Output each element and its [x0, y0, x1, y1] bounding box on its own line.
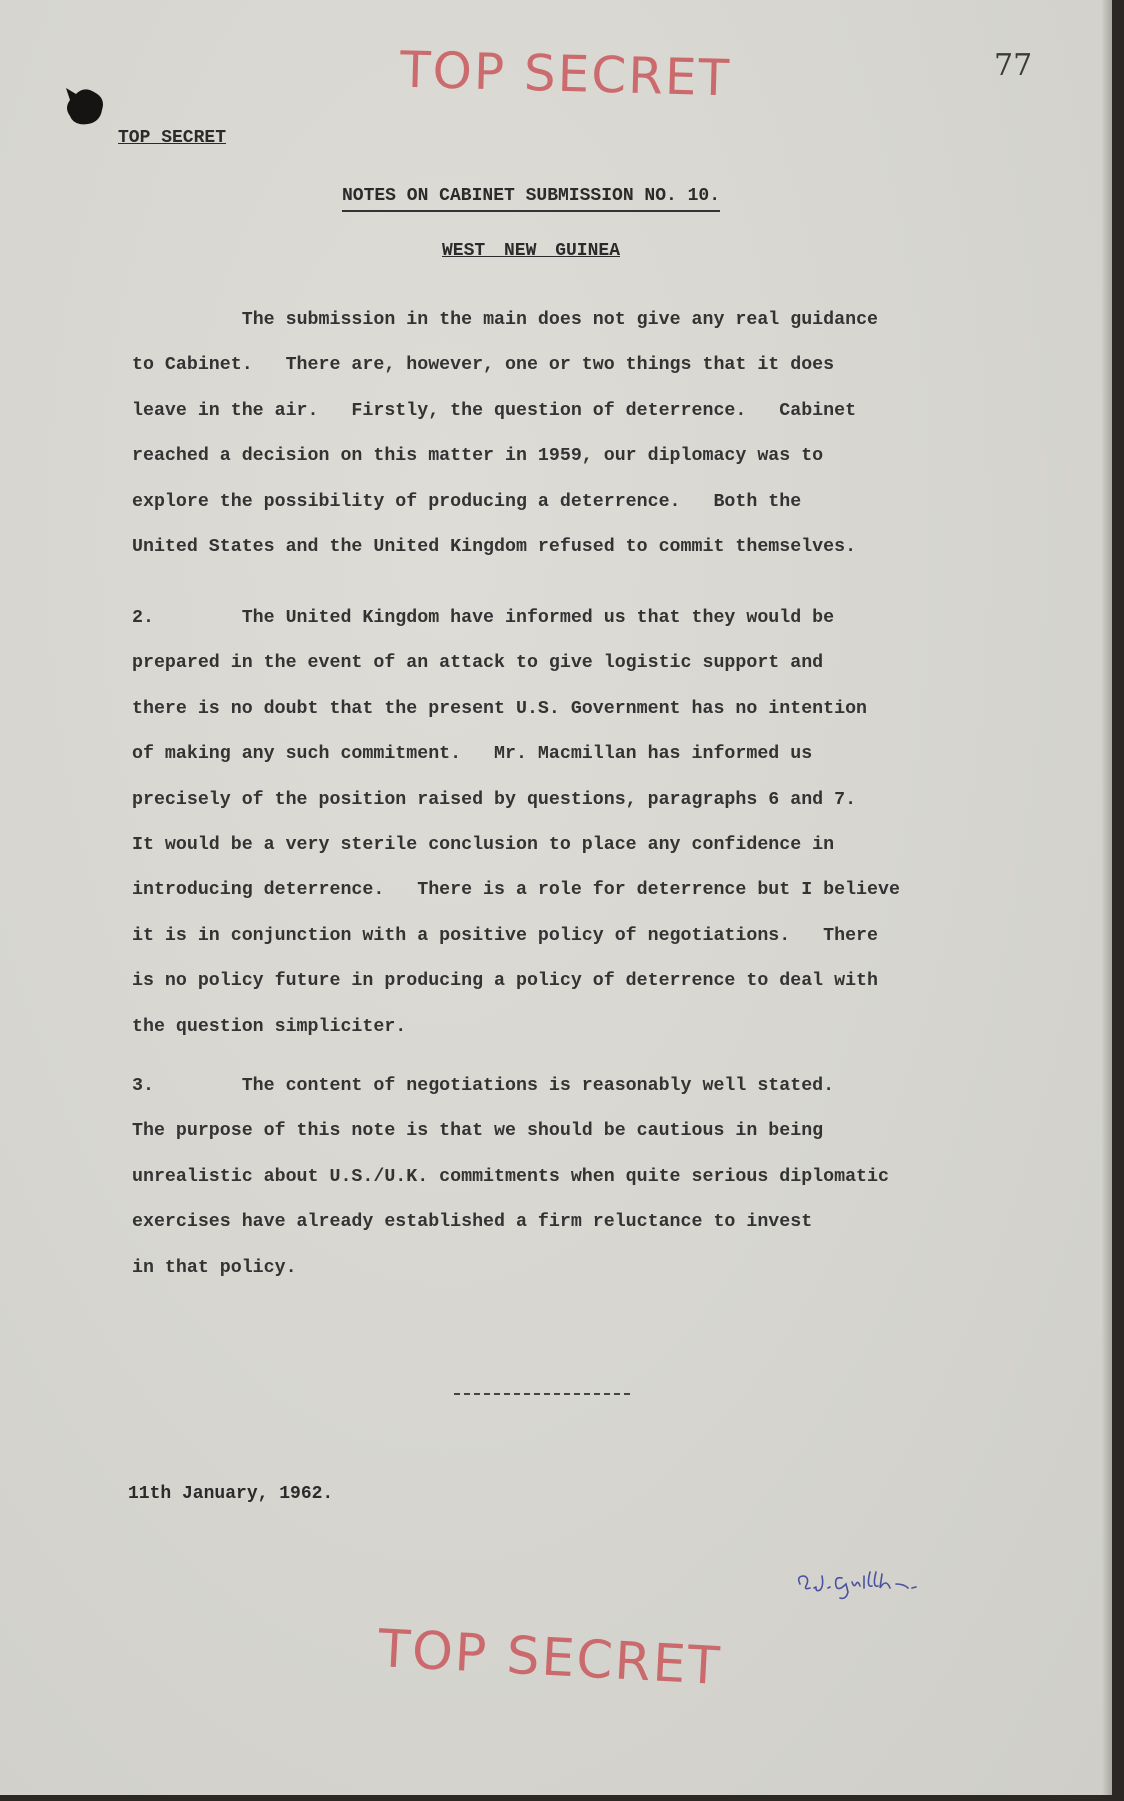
paragraph-3: 3. The content of negotiations is reasonably well stated. The purpose of this note is that we should be cautious in being unrealistic about U.S./U.K. commitments when quite serious diplomatic exercises have already established a firm reluctance to invest in that policy.	[132, 1076, 889, 1278]
document-subtitle	[0, 241, 1062, 261]
top-secret-stamp-bottom: TOP SECRET	[376, 1619, 723, 1697]
top-secret-stamp-top: TOP SECRET	[399, 40, 732, 108]
page-number: 77	[994, 48, 1033, 83]
document-date: 11th January, 1962.	[128, 1484, 334, 1504]
document-subtitle-text: WEST NEW GUINEA	[441, 241, 621, 261]
classification-label: TOP SECRET	[118, 128, 227, 148]
document-title-text: NOTES ON CABINET SUBMISSION NO. 10.	[342, 186, 720, 212]
document-title	[0, 186, 1062, 206]
page-edge-shadow	[1102, 0, 1112, 1795]
section-divider	[454, 1393, 630, 1395]
paragraph-2: 2. The United Kingdom have informed us that they would be prepared in the event of an attack to give logistic support and there is no doubt that the present U.S. Government has no intention of making any such commitment. Mr. Macmillan has informed us precisely of the position raised by questions, paragraphs 6 and 7. It would be a very sterile conclusion to place any confidence in introducing deterrence. There is a role for deterrence but I believe it is in conjunction with a positive policy of negotiations. There is no policy future in producing a policy of deterrence to deal with the question simpliciter.	[132, 608, 900, 1037]
paragraph-1: The submission in the main does not give any real guidance to Cabinet. There are, however, one or two things that it does leave in the air. Firstly, the question of deterrence. Cabinet reached a decision on this matter in 1959, our diplomacy was to explore the possibility of producing a deterrence. Both the United States and the United Kingdom refused to commit themselves.	[132, 310, 879, 558]
handwritten-signature	[792, 1562, 972, 1602]
punch-hole-icon	[62, 82, 106, 128]
